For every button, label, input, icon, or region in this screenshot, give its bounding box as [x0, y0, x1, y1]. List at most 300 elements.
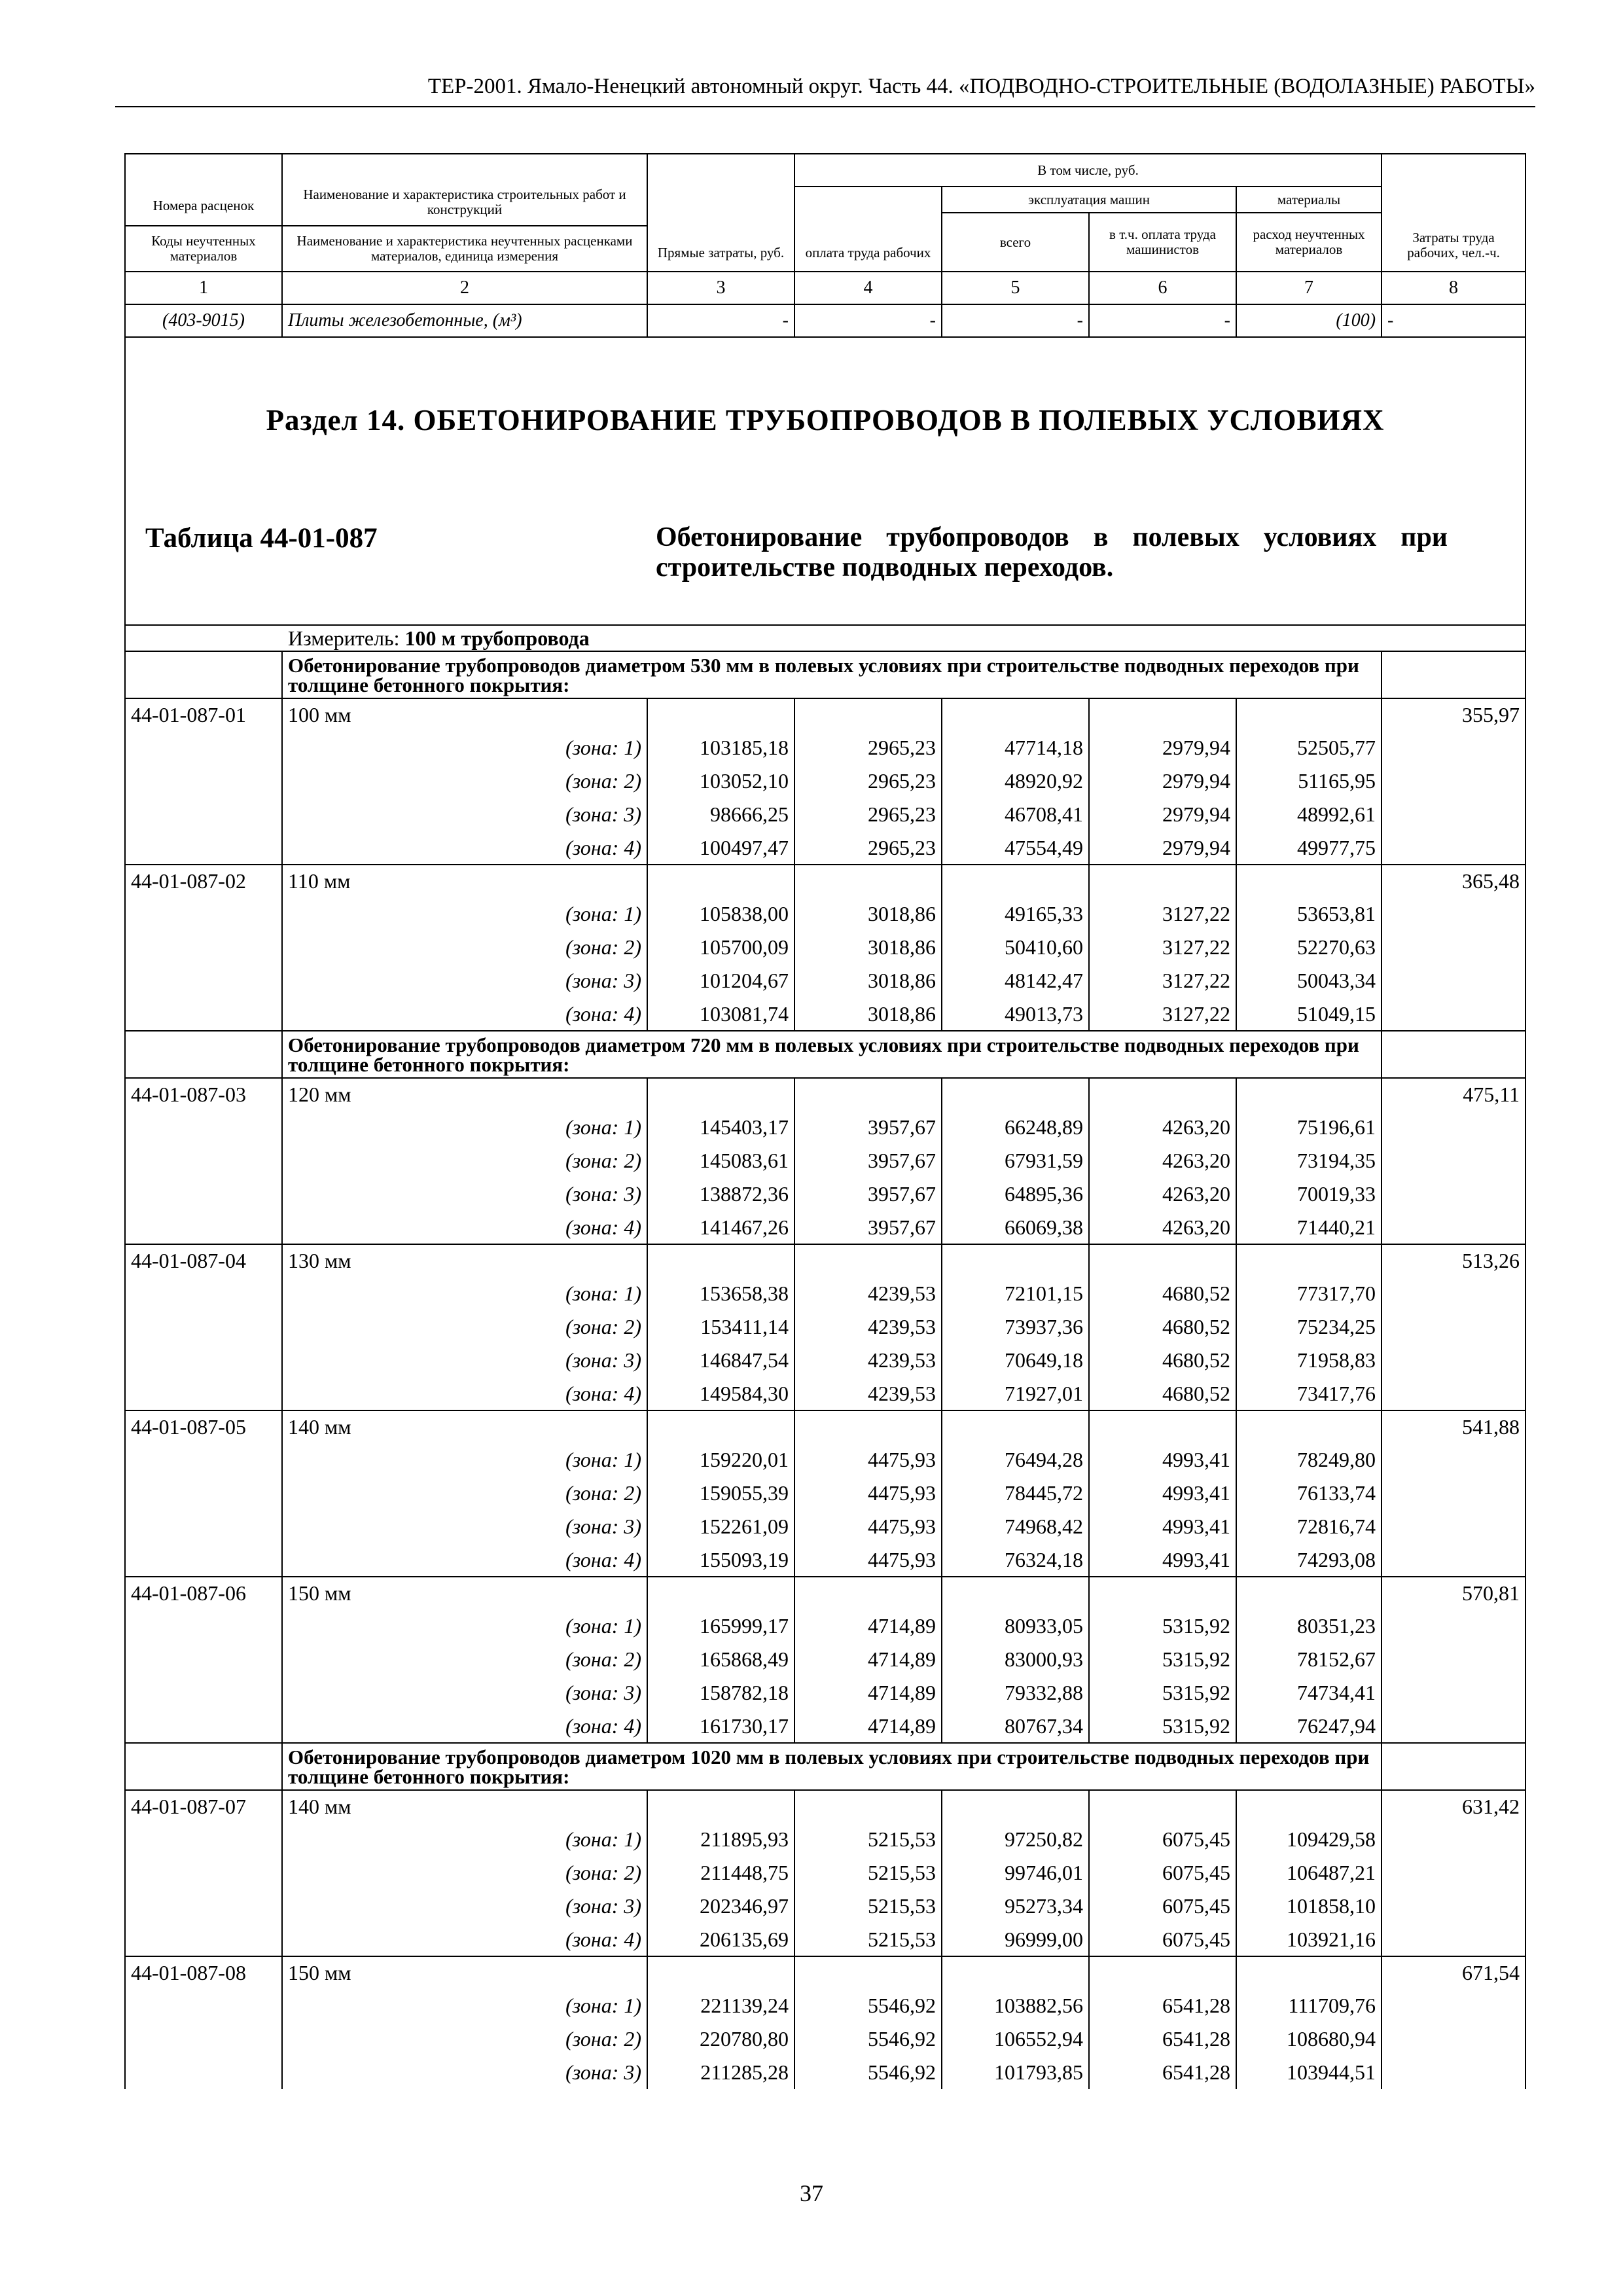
zone-code-cell — [125, 1543, 282, 1577]
zone-code-cell — [125, 2056, 282, 2089]
zone-row — [125, 764, 1525, 798]
col-header-1-top: Номера расценок — [125, 154, 282, 226]
zone-code-cell — [125, 1890, 282, 1923]
zone-row — [125, 1344, 1525, 1377]
zone-value-4: 5546,92 — [794, 2056, 942, 2089]
zone-value-7: 75234,25 — [1236, 1310, 1382, 1344]
zone-code-cell — [125, 831, 282, 865]
item-empty-cell — [794, 1410, 942, 1443]
zone-label: (зона: 3) — [282, 964, 647, 997]
zone-code-cell — [125, 1989, 282, 2022]
zone-value-5: 101793,85 — [942, 2056, 1089, 2089]
item-empty-cell — [794, 1244, 942, 1277]
zone-code-cell — [125, 1344, 282, 1377]
zone-value-6: 4263,20 — [1089, 1111, 1236, 1144]
zone-value-7: 51049,15 — [1236, 997, 1382, 1031]
col-header-5: всего — [942, 213, 1089, 272]
zone-labor-cell — [1382, 2022, 1525, 2056]
zone-labor-cell — [1382, 1823, 1525, 1856]
zone-value-3: 98666,25 — [647, 798, 794, 831]
column-number: 1 — [125, 272, 282, 304]
col-header-incl: В том числе, руб. — [794, 154, 1382, 187]
zone-value-6: 4993,41 — [1089, 1443, 1236, 1477]
item-empty-cell — [1236, 1956, 1382, 1989]
zone-labor-cell — [1382, 1923, 1525, 1956]
zone-value-7: 109429,58 — [1236, 1823, 1382, 1856]
zone-value-7: 78249,80 — [1236, 1443, 1382, 1477]
zone-value-3: 165868,49 — [647, 1643, 794, 1676]
item-empty-cell — [1089, 1956, 1236, 1989]
zone-value-3: 149584,30 — [647, 1377, 794, 1410]
table-title: Обетонирование трубопроводов в полевых условиях при строительстве подводных переходов. — [656, 522, 1448, 583]
zone-value-6: 5315,92 — [1089, 1676, 1236, 1710]
zone-labor-cell — [1382, 1377, 1525, 1410]
zone-code-cell — [125, 798, 282, 831]
item-empty-cell — [1089, 1410, 1236, 1443]
item-empty-cell — [1089, 1790, 1236, 1823]
zone-label: (зона: 3) — [282, 1890, 647, 1923]
zone-labor-cell — [1382, 1144, 1525, 1177]
zone-value-3: 220780,80 — [647, 2022, 794, 2056]
zone-code-cell — [125, 1177, 282, 1211]
zone-value-7: 51165,95 — [1236, 764, 1382, 798]
zone-value-5: 80767,34 — [942, 1710, 1089, 1743]
material-c5: - — [942, 304, 1089, 337]
group-row — [125, 1031, 1525, 1078]
zone-value-4: 5215,53 — [794, 1923, 942, 1956]
zone-value-4: 4475,93 — [794, 1510, 942, 1543]
zone-value-5: 76324,18 — [942, 1543, 1089, 1577]
zone-code-cell — [125, 1477, 282, 1510]
zone-row — [125, 1989, 1525, 2022]
zone-value-7: 103921,16 — [1236, 1923, 1382, 1956]
zone-value-5: 83000,93 — [942, 1643, 1089, 1676]
zone-value-7: 52270,63 — [1236, 931, 1382, 964]
zone-value-3: 159220,01 — [647, 1443, 794, 1477]
zone-value-6: 6075,45 — [1089, 1923, 1236, 1956]
zone-code-cell — [125, 1211, 282, 1244]
zone-labor-cell — [1382, 1477, 1525, 1510]
zone-label: (зона: 3) — [282, 1344, 647, 1377]
zone-labor-cell — [1382, 831, 1525, 865]
item-empty-cell — [942, 1790, 1089, 1823]
zone-value-3: 145083,61 — [647, 1144, 794, 1177]
zone-row — [125, 831, 1525, 865]
zone-row — [125, 1923, 1525, 1956]
zone-value-3: 138872,36 — [647, 1177, 794, 1211]
zone-value-6: 4263,20 — [1089, 1177, 1236, 1211]
column-number: 6 — [1089, 272, 1236, 304]
zone-code-cell — [125, 1609, 282, 1643]
zone-value-5: 64895,36 — [942, 1177, 1089, 1211]
zone-value-4: 2965,23 — [794, 831, 942, 865]
item-name: 150 мм — [282, 1956, 647, 1989]
zone-labor-cell — [1382, 1111, 1525, 1144]
item-name: 150 мм — [282, 1577, 647, 1609]
zone-code-cell — [125, 1510, 282, 1543]
zone-labor-cell — [1382, 1989, 1525, 2022]
zone-value-4: 5546,92 — [794, 2022, 942, 2056]
item-code: 44-01-087-02 — [125, 865, 282, 897]
item-labor: 671,54 — [1382, 1956, 1525, 1989]
zone-value-7: 103944,51 — [1236, 2056, 1382, 2089]
zone-value-4: 4714,89 — [794, 1609, 942, 1643]
table-caption — [131, 522, 1520, 583]
zone-label: (зона: 1) — [282, 897, 647, 931]
item-empty-cell — [942, 1956, 1089, 1989]
material-row — [125, 304, 1525, 337]
column-number: 4 — [794, 272, 942, 304]
zone-value-4: 2965,23 — [794, 731, 942, 764]
zone-row — [125, 1111, 1525, 1144]
zone-value-3: 103052,10 — [647, 764, 794, 798]
zone-value-4: 4239,53 — [794, 1377, 942, 1410]
zone-value-6: 2979,94 — [1089, 731, 1236, 764]
zone-value-7: 74293,08 — [1236, 1543, 1382, 1577]
zone-code-cell — [125, 997, 282, 1031]
zone-value-7: 72816,74 — [1236, 1510, 1382, 1543]
zone-code-cell — [125, 964, 282, 997]
group-code-cell — [125, 1031, 282, 1078]
item-empty-cell — [794, 698, 942, 731]
zone-value-5: 106552,94 — [942, 2022, 1089, 2056]
measure-value: 100 м трубопровода — [404, 626, 590, 650]
zone-value-5: 46708,41 — [942, 798, 1089, 831]
zone-labor-cell — [1382, 964, 1525, 997]
zone-value-6: 4680,52 — [1089, 1344, 1236, 1377]
zone-value-3: 161730,17 — [647, 1710, 794, 1743]
group-row — [125, 1743, 1525, 1790]
zone-row — [125, 1609, 1525, 1643]
zone-code-cell — [125, 764, 282, 798]
item-labor: 631,42 — [1382, 1790, 1525, 1823]
zone-label: (зона: 2) — [282, 764, 647, 798]
zone-value-7: 108680,94 — [1236, 2022, 1382, 2056]
zone-labor-cell — [1382, 1643, 1525, 1676]
zone-value-7: 75196,61 — [1236, 1111, 1382, 1144]
zone-code-cell — [125, 2022, 282, 2056]
zone-row — [125, 2022, 1525, 2056]
item-empty-cell — [942, 1078, 1089, 1111]
zone-value-7: 111709,76 — [1236, 1989, 1382, 2022]
zone-value-7: 76133,74 — [1236, 1477, 1382, 1510]
item-name: 140 мм — [282, 1410, 647, 1443]
zone-code-cell — [125, 1823, 282, 1856]
zone-label: (зона: 4) — [282, 1923, 647, 1956]
item-empty-cell — [647, 1244, 794, 1277]
zone-value-3: 105700,09 — [647, 931, 794, 964]
zone-row — [125, 1510, 1525, 1543]
zone-row — [125, 2056, 1525, 2089]
item-row — [125, 698, 1525, 731]
col-header-6: в т.ч. оплата труда машинистов — [1089, 213, 1236, 272]
zone-value-6: 3127,22 — [1089, 964, 1236, 997]
item-code: 44-01-087-06 — [125, 1577, 282, 1609]
zone-labor-cell — [1382, 1277, 1525, 1310]
column-number: 3 — [647, 272, 794, 304]
zone-value-6: 4993,41 — [1089, 1477, 1236, 1510]
col-header-2-bottom: Наименование и характеристика неучтенных расценками материалов, единица измерения — [282, 226, 647, 272]
zone-value-3: 155093,19 — [647, 1543, 794, 1577]
zone-value-3: 211895,93 — [647, 1823, 794, 1856]
zone-value-4: 5215,53 — [794, 1823, 942, 1856]
group-code-cell — [125, 1743, 282, 1790]
zone-value-6: 4993,41 — [1089, 1543, 1236, 1577]
zone-value-5: 96999,00 — [942, 1923, 1089, 1956]
item-row — [125, 1244, 1525, 1277]
zone-code-cell — [125, 1676, 282, 1710]
zone-value-3: 100497,47 — [647, 831, 794, 865]
zone-value-5: 49165,33 — [942, 897, 1089, 931]
zone-label: (зона: 1) — [282, 1111, 647, 1144]
item-empty-cell — [1236, 1790, 1382, 1823]
zone-value-7: 49977,75 — [1236, 831, 1382, 865]
item-empty-cell — [1089, 1244, 1236, 1277]
zone-value-6: 4680,52 — [1089, 1277, 1236, 1310]
item-empty-cell — [1089, 865, 1236, 897]
item-empty-cell — [942, 1410, 1089, 1443]
zone-value-4: 4714,89 — [794, 1710, 942, 1743]
zone-labor-cell — [1382, 1510, 1525, 1543]
zone-value-3: 105838,00 — [647, 897, 794, 931]
zone-value-3: 211285,28 — [647, 2056, 794, 2089]
zone-label: (зона: 1) — [282, 1443, 647, 1477]
zone-value-5: 80933,05 — [942, 1609, 1089, 1643]
zone-row — [125, 1277, 1525, 1310]
zone-value-5: 67931,59 — [942, 1144, 1089, 1177]
zone-value-4: 2965,23 — [794, 764, 942, 798]
item-empty-cell — [647, 1956, 794, 1989]
item-empty-cell — [794, 1790, 942, 1823]
zone-value-7: 106487,21 — [1236, 1856, 1382, 1890]
zone-value-6: 3127,22 — [1089, 931, 1236, 964]
zone-row — [125, 1211, 1525, 1244]
item-code: 44-01-087-07 — [125, 1790, 282, 1823]
column-number: 7 — [1236, 272, 1382, 304]
item-empty-cell — [942, 865, 1089, 897]
material-code: (403-9015) — [125, 304, 282, 337]
zone-code-cell — [125, 897, 282, 931]
zone-value-3: 202346,97 — [647, 1890, 794, 1923]
zone-value-7: 70019,33 — [1236, 1177, 1382, 1211]
item-labor: 570,81 — [1382, 1577, 1525, 1609]
column-number: 5 — [942, 272, 1089, 304]
item-name: 120 мм — [282, 1078, 647, 1111]
group-row — [125, 651, 1525, 698]
zone-row — [125, 798, 1525, 831]
zone-value-4: 3018,86 — [794, 897, 942, 931]
column-numbers-row — [125, 272, 1525, 304]
zone-value-5: 78445,72 — [942, 1477, 1089, 1510]
zone-value-5: 70649,18 — [942, 1344, 1089, 1377]
zone-labor-cell — [1382, 1890, 1525, 1923]
zone-labor-cell — [1382, 731, 1525, 764]
zone-label: (зона: 3) — [282, 1177, 647, 1211]
item-empty-cell — [647, 865, 794, 897]
zone-value-4: 4239,53 — [794, 1344, 942, 1377]
zone-code-cell — [125, 1443, 282, 1477]
zone-value-5: 79332,88 — [942, 1676, 1089, 1710]
zone-labor-cell — [1382, 1710, 1525, 1743]
zone-label: (зона: 2) — [282, 931, 647, 964]
item-labor: 513,26 — [1382, 1244, 1525, 1277]
zone-row — [125, 1177, 1525, 1211]
item-empty-cell — [942, 1577, 1089, 1609]
item-name: 100 мм — [282, 698, 647, 731]
group-code-cell — [125, 651, 282, 698]
zone-value-4: 3018,86 — [794, 931, 942, 964]
item-empty-cell — [1236, 1244, 1382, 1277]
col-header-4: оплата труда рабочих — [794, 187, 942, 272]
zone-value-5: 47714,18 — [942, 731, 1089, 764]
zone-value-6: 6541,28 — [1089, 1989, 1236, 2022]
zone-value-5: 50410,60 — [942, 931, 1089, 964]
zone-value-6: 2979,94 — [1089, 831, 1236, 865]
zone-value-3: 103185,18 — [647, 731, 794, 764]
item-row — [125, 1956, 1525, 1989]
item-empty-cell — [647, 1790, 794, 1823]
zone-value-3: 103081,74 — [647, 997, 794, 1031]
zone-value-5: 103882,56 — [942, 1989, 1089, 2022]
item-empty-cell — [1236, 698, 1382, 731]
item-empty-cell — [942, 698, 1089, 731]
material-c7: (100) — [1236, 304, 1382, 337]
material-c3: - — [647, 304, 794, 337]
zone-value-4: 4714,89 — [794, 1643, 942, 1676]
group-labor-cell — [1382, 1031, 1525, 1078]
item-empty-cell — [794, 865, 942, 897]
zone-value-6: 4993,41 — [1089, 1510, 1236, 1543]
zone-labor-cell — [1382, 897, 1525, 931]
item-empty-cell — [647, 1410, 794, 1443]
zone-labor-cell — [1382, 2056, 1525, 2089]
zone-value-4: 3957,67 — [794, 1111, 942, 1144]
zone-row — [125, 997, 1525, 1031]
zone-value-3: 221139,24 — [647, 1989, 794, 2022]
zone-value-6: 6075,45 — [1089, 1890, 1236, 1923]
item-code: 44-01-087-03 — [125, 1078, 282, 1111]
zone-value-4: 4475,93 — [794, 1477, 942, 1510]
item-row — [125, 1078, 1525, 1111]
zone-code-cell — [125, 1643, 282, 1676]
zone-code-cell — [125, 731, 282, 764]
zone-value-7: 73417,76 — [1236, 1377, 1382, 1410]
material-c8: - — [1382, 304, 1525, 337]
item-labor: 355,97 — [1382, 698, 1525, 731]
zone-value-7: 48992,61 — [1236, 798, 1382, 831]
zone-value-5: 73937,36 — [942, 1310, 1089, 1344]
zone-label: (зона: 3) — [282, 2056, 647, 2089]
zone-labor-cell — [1382, 764, 1525, 798]
zone-value-3: 211448,75 — [647, 1856, 794, 1890]
zone-label: (зона: 4) — [282, 1543, 647, 1577]
col-header-8: Затраты труда рабочих, чел.-ч. — [1382, 154, 1525, 272]
zone-value-5: 97250,82 — [942, 1823, 1089, 1856]
zone-code-cell — [125, 1277, 282, 1310]
col-header-3: Прямые затраты, руб. — [647, 154, 794, 272]
zone-value-3: 153658,38 — [647, 1277, 794, 1310]
zone-row — [125, 1310, 1525, 1344]
zone-value-5: 48920,92 — [942, 764, 1089, 798]
zone-value-3: 101204,67 — [647, 964, 794, 997]
zone-labor-cell — [1382, 1609, 1525, 1643]
zone-value-3: 141467,26 — [647, 1211, 794, 1244]
measure-row — [125, 625, 1525, 651]
zone-value-4: 4239,53 — [794, 1277, 942, 1310]
material-c4: - — [794, 304, 942, 337]
item-empty-cell — [647, 1078, 794, 1111]
group-labor-cell — [1382, 651, 1525, 698]
zone-value-6: 4263,20 — [1089, 1144, 1236, 1177]
zone-value-4: 3957,67 — [794, 1177, 942, 1211]
zone-label: (зона: 4) — [282, 831, 647, 865]
zone-label: (зона: 4) — [282, 1211, 647, 1244]
col-header-materials: материалы — [1236, 187, 1382, 213]
item-row — [125, 865, 1525, 897]
zone-value-3: 146847,54 — [647, 1344, 794, 1377]
zone-value-7: 73194,35 — [1236, 1144, 1382, 1177]
group-title: Обетонирование трубопроводов диаметром 1020 мм в полевых условиях при строительстве подводных переходов при толщине бетонного покрытия: — [282, 1743, 1382, 1790]
zone-value-4: 4239,53 — [794, 1310, 942, 1344]
zone-row — [125, 1643, 1525, 1676]
zone-labor-cell — [1382, 1344, 1525, 1377]
zone-label: (зона: 2) — [282, 1477, 647, 1510]
item-empty-cell — [647, 698, 794, 731]
zone-value-5: 72101,15 — [942, 1277, 1089, 1310]
zone-value-6: 5315,92 — [1089, 1643, 1236, 1676]
zone-value-6: 4680,52 — [1089, 1310, 1236, 1344]
item-empty-cell — [1236, 1078, 1382, 1111]
zone-labor-cell — [1382, 1543, 1525, 1577]
item-labor: 475,11 — [1382, 1078, 1525, 1111]
zone-value-3: 158782,18 — [647, 1676, 794, 1710]
zone-value-7: 52505,77 — [1236, 731, 1382, 764]
zone-row — [125, 964, 1525, 997]
zone-value-7: 80351,23 — [1236, 1609, 1382, 1643]
zone-label: (зона: 1) — [282, 731, 647, 764]
item-empty-cell — [794, 1078, 942, 1111]
zone-labor-cell — [1382, 798, 1525, 831]
zone-code-cell — [125, 1111, 282, 1144]
zone-value-6: 6541,28 — [1089, 2056, 1236, 2089]
zone-value-3: 145403,17 — [647, 1111, 794, 1144]
zone-value-5: 66248,89 — [942, 1111, 1089, 1144]
zone-label: (зона: 2) — [282, 1310, 647, 1344]
item-empty-cell — [942, 1244, 1089, 1277]
item-empty-cell — [647, 1577, 794, 1609]
zone-label: (зона: 1) — [282, 1989, 647, 2022]
zone-value-6: 2979,94 — [1089, 764, 1236, 798]
item-labor: 365,48 — [1382, 865, 1525, 897]
zone-code-cell — [125, 1923, 282, 1956]
zone-label: (зона: 2) — [282, 1856, 647, 1890]
zone-value-4: 4714,89 — [794, 1676, 942, 1710]
zone-value-3: 165999,17 — [647, 1609, 794, 1643]
zone-row — [125, 1823, 1525, 1856]
zone-value-3: 152261,09 — [647, 1510, 794, 1543]
item-name: 110 мм — [282, 865, 647, 897]
zone-labor-cell — [1382, 1676, 1525, 1710]
item-labor: 541,88 — [1382, 1410, 1525, 1443]
zone-value-5: 74968,42 — [942, 1510, 1089, 1543]
zone-code-cell — [125, 1310, 282, 1344]
zone-value-5: 49013,73 — [942, 997, 1089, 1031]
zone-label: (зона: 2) — [282, 2022, 647, 2056]
item-code: 44-01-087-05 — [125, 1410, 282, 1443]
zone-code-cell — [125, 1377, 282, 1410]
item-row — [125, 1410, 1525, 1443]
zone-label: (зона: 1) — [282, 1609, 647, 1643]
